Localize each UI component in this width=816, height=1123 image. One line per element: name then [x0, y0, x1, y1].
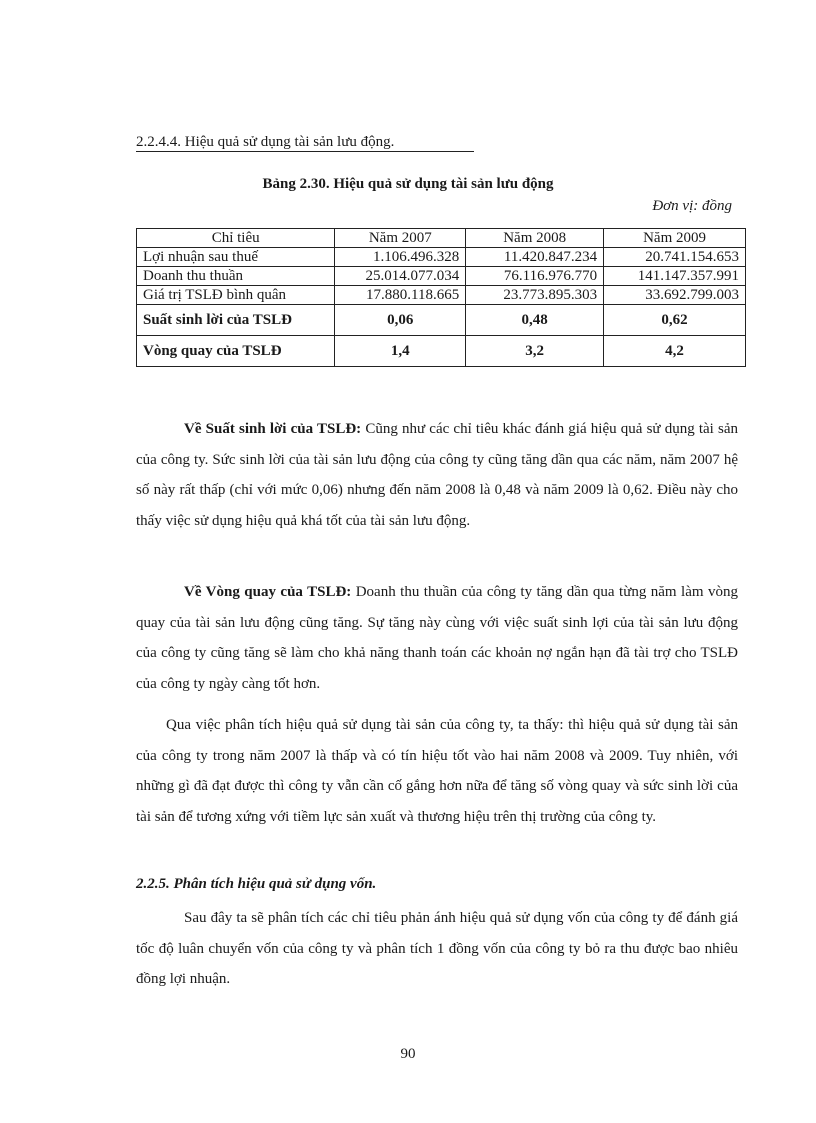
- table-row: [137, 267, 746, 286]
- table-cell: 0,48: [466, 305, 604, 336]
- table-cell: 141.147.357.991: [604, 267, 746, 286]
- heading-underline: [136, 151, 474, 152]
- table-row: [137, 248, 746, 267]
- table-cell: 17.880.118.665: [335, 286, 466, 305]
- paragraph-capital-intro: Sau đây ta sẽ phân tích các chỉ tiêu phản ánh hiệu quả sử dụng vốn của công ty để đánh giá tốc độ luân chuyển vốn của công ty và phân tích 1 đồng vốn của công ty bỏ ra thu được bao nhiêu đồng lợi nhuận.: [136, 910, 738, 987]
- table-row: [137, 305, 746, 336]
- table-cell: 23.773.895.303: [466, 286, 604, 305]
- section-heading: 2.2.4.4. Hiệu quả sử dụng tài sản lưu động.: [136, 134, 395, 150]
- table-cell: 4,2: [604, 336, 746, 367]
- table-header-cell: Chỉ tiêu: [137, 229, 335, 248]
- table-header-row: [137, 229, 746, 248]
- table-cell: 1.106.496.328: [335, 248, 466, 267]
- table-cell-label: Doanh thu thuần: [137, 267, 335, 286]
- subsection-heading: 2.2.5. Phân tích hiệu quả sử dụng vốn.: [136, 876, 377, 892]
- table-cell: 1,4: [335, 336, 466, 367]
- page-number: 90: [400, 1046, 416, 1062]
- paragraph-summary: Qua việc phân tích hiệu quả sử dụng tài sản của công ty, ta thấy: thì hiệu quả sử dụng tài sản của công ty trong năm 2007 là thấp và có tín hiệu tốt vào hai năm 2008 và 2009. Tuy nhiên, với những gì đã đạt được thì công ty vẫn cần cố gắng hơn nữa để tăng số vòng quay và sức sinh lời của tài sản để tương xứng với tiềm lực sản xuất và thương hiệu trên thị trường của công ty.: [136, 717, 738, 825]
- table-cell: 20.741.154.653: [604, 248, 746, 267]
- paragraph-profitability: [136, 414, 738, 536]
- table-cell: 11.420.847.234: [466, 248, 604, 267]
- table-cell-label: Giá trị TSLĐ bình quân: [137, 286, 335, 305]
- table-row: [137, 286, 746, 305]
- table-header-cell: Năm 2008: [466, 229, 604, 248]
- table-cell: 0,06: [335, 305, 466, 336]
- table-cell-label: Lợi nhuận sau thuế: [137, 248, 335, 267]
- table-title: Bảng 2.30. Hiệu quả sử dụng tài sản lưu động: [262, 176, 554, 192]
- table-cell: 25.014.077.034: [335, 267, 466, 286]
- paragraph-lead: Về Vòng quay của TSLĐ:: [184, 584, 352, 600]
- table-header-cell: Năm 2009: [604, 229, 746, 248]
- table-row: [137, 336, 746, 367]
- table-cell: 76.116.976.770: [466, 267, 604, 286]
- paragraph-turnover: [136, 577, 738, 699]
- table-cell: 0,62: [604, 305, 746, 336]
- paragraph-body: Doanh thu thuần của công ty tăng dần qua từng năm làm vòng quay của tài sản lưu động cũng tăng. Sự tăng này cùng với việc suất sinh lợi của tài sản lưu động của công ty cũng tăng sẽ làm cho khả năng thanh toán các khoản nợ ngắn hạn đã tài trợ cho TSLĐ của công ty ngày càng tốt hơn.: [136, 584, 738, 692]
- table-cell-label: Suất sinh lời của TSLĐ: [137, 305, 335, 336]
- paragraph-body: Cũng như các chỉ tiêu khác đánh giá hiệu quả sử dụng tài sản của công ty. Sức sinh lời của tài sản lưu động của công ty cũng tăng dần qua các năm, năm 2007 hệ số này rất thấp (chỉ với mức 0,06) nhưng đến năm 2008 là 0,48 và năm 2009 là 0,62. Điều này cho thấy việc sử dụng hiệu quả khá tốt của tài sản lưu động.: [136, 421, 738, 529]
- table-cell: 3,2: [466, 336, 604, 367]
- table-cell: 33.692.799.003: [604, 286, 746, 305]
- efficiency-table: [136, 228, 746, 367]
- table-unit-label: Đơn vị: đồng: [652, 198, 732, 214]
- table-cell-label: Vòng quay của TSLĐ: [137, 336, 335, 367]
- paragraph-lead: Về Suất sinh lời của TSLĐ:: [184, 421, 362, 437]
- table-header-cell: Năm 2007: [335, 229, 466, 248]
